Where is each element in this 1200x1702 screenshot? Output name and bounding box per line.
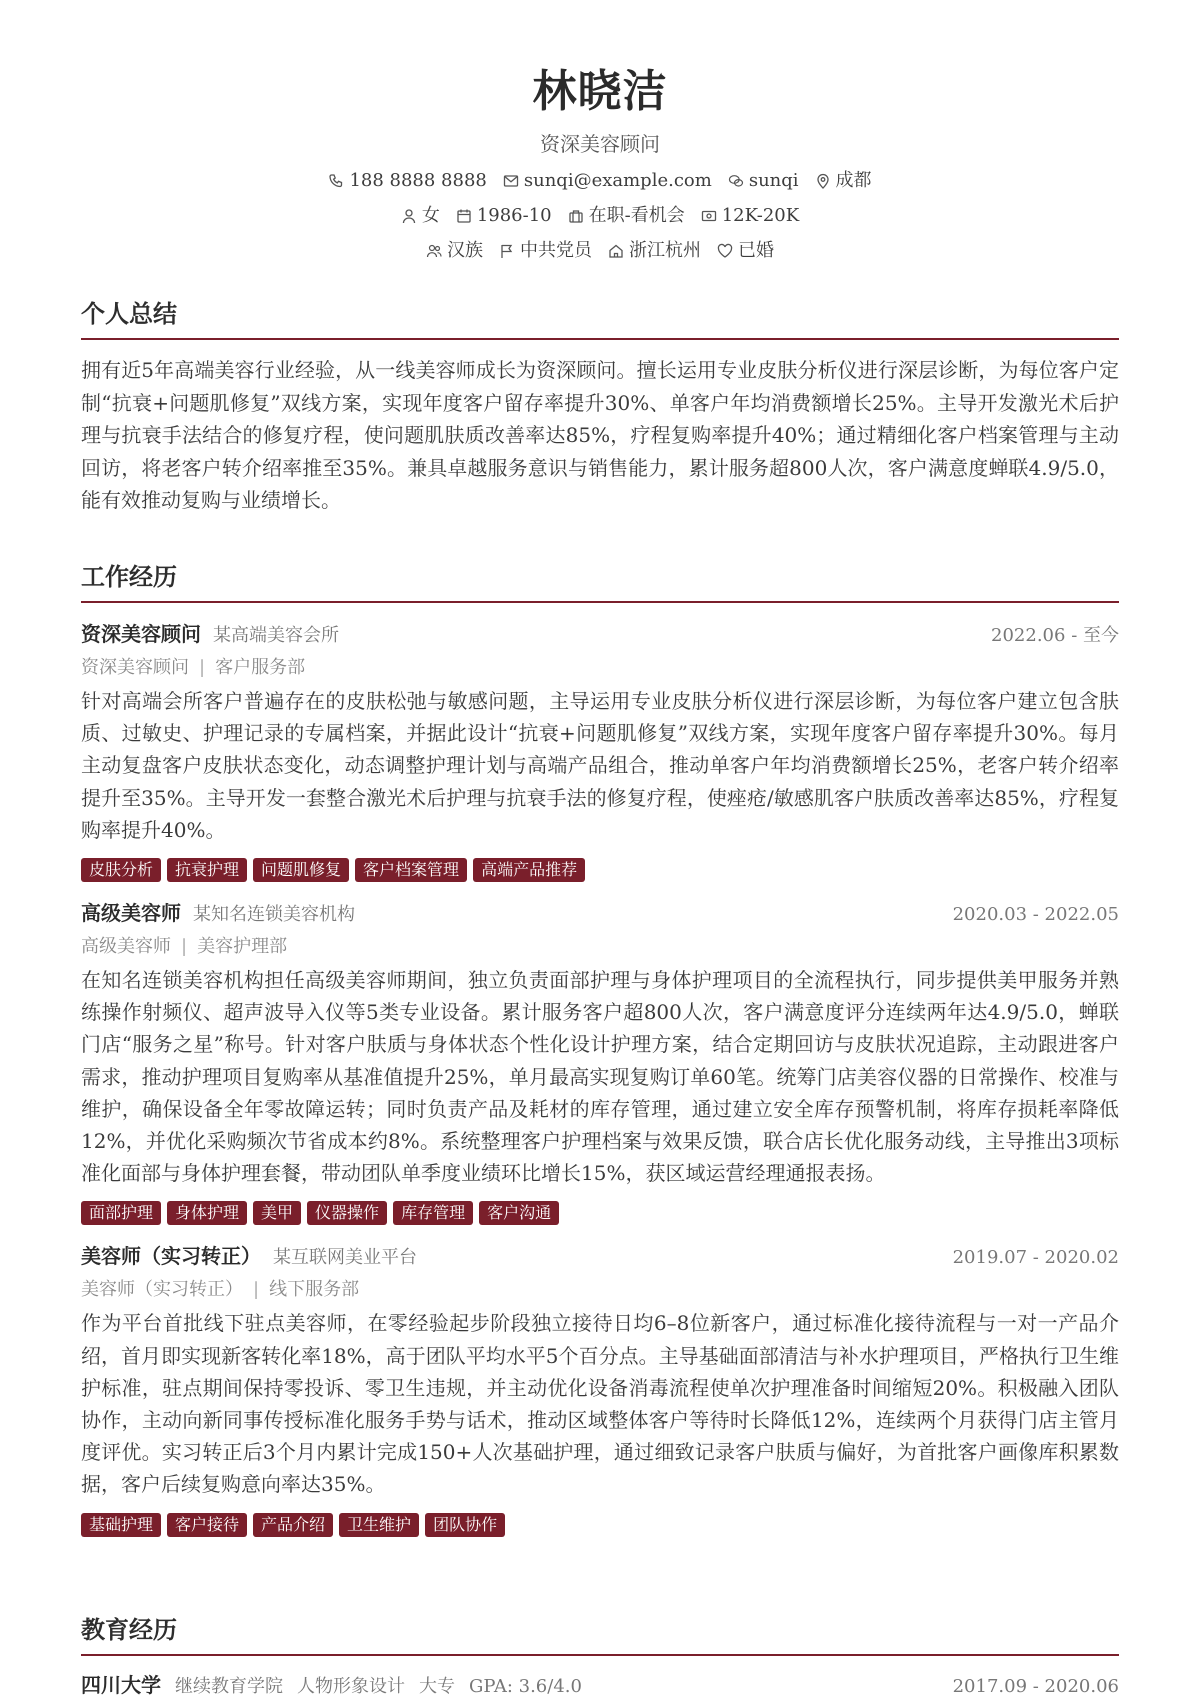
calendar-icon [456, 208, 472, 224]
contact-row [81, 168, 1119, 194]
group-icon [426, 243, 442, 259]
job-company: 某互联网美业平台 [273, 1247, 417, 1269]
skill-tag: 库存管理 [393, 1201, 473, 1225]
job-dept: 客户服务部 [215, 657, 306, 678]
gender-item [401, 203, 440, 229]
job-description: 针对高端会所客户普遍存在的皮肤松弛与敏感问题，主导运用专业皮肤分析仪进行深层诊断，为每位客户建立包含肤质、过敏史、护理记录的专属档案，并据此设计“抗衰+问题肌修复”双线方案，实现年度客户留存率提升30%。每月主动复盘客户皮肤状态变化，动态调整护理计划与高端产品组合，推动单客户年均消费额增长25%，老客户转介绍率提升至35%。主导开发一套整合激光术后护理与抗衰手法的修复疗程，使痤疮/敏感肌客户肤质改善率达85%，疗程复购率提升40%。 [81, 689, 1119, 842]
skill-tag: 皮肤分析 [81, 858, 161, 882]
skill-tag: 面部护理 [81, 1201, 161, 1225]
job-header [81, 1241, 1119, 1273]
edu-major: 人物形象设计 [297, 1676, 405, 1697]
skill-tag: 客户接待 [167, 1513, 247, 1537]
location-icon [815, 173, 831, 189]
work-section [81, 561, 1119, 1537]
location-item [815, 168, 872, 194]
skill-tag: 客户档案管理 [355, 858, 467, 882]
skill-tag: 美甲 [253, 1201, 301, 1225]
wechat-icon [728, 173, 744, 189]
heart-icon [717, 243, 733, 259]
ethnicity-item [426, 238, 483, 264]
job-title: 美容师（实习转正） [81, 1244, 261, 1269]
edu-school: 四川大学 [81, 1673, 161, 1697]
job-entry [81, 1241, 1119, 1536]
edu-gpa: GPA: 3.6/4.0 [469, 1676, 582, 1697]
email-item [503, 168, 712, 194]
skill-tags [81, 1201, 1119, 1225]
edu-college: 继续教育学院 [175, 1676, 283, 1697]
email-text: sunqi@example.com [523, 170, 712, 191]
hometown-item [608, 238, 701, 264]
wechat-text: sunqi [748, 170, 799, 191]
skill-tag: 问题肌修复 [253, 858, 349, 882]
hometown-text: 浙江杭州 [629, 240, 701, 261]
flag-icon [499, 243, 515, 259]
skill-tag: 卫生维护 [339, 1513, 419, 1537]
job-role-line: 资深美容顾问 | 客户服务部 [81, 657, 306, 678]
job-company: 某高端美容会所 [213, 625, 339, 646]
user-icon [401, 208, 417, 224]
candidate-name: 林晓洁 [532, 66, 668, 117]
home-icon [608, 243, 624, 259]
location-text: 成都 [835, 170, 872, 191]
summary-text: 拥有近5年高端美容行业经验，从一线美容师成长为资深顾问。擅长运用专业皮肤分析仪进行深层诊断，为每位客户定制“抗衰+问题肌修复”双线方案，实现年度客户留存率提升30%、单客户年均消费额增长25%。主导开发激光术后护理与抗衰手法结合的修复疗程，使问题肌肤质改善率达85%，疗程复购率提升40%；通过精细化客户档案管理与主动回访，将老客户转介绍率推至35%。兼具卓越服务意识与销售能力，累计服务超800人次，客户满意度蝉联4.9/5.0，能有效推动复购与业绩增长。 [81, 358, 1119, 512]
phone-item [328, 168, 486, 194]
skill-tag: 团队协作 [425, 1513, 505, 1537]
skill-tag: 客户沟通 [479, 1201, 559, 1225]
wechat-item [728, 168, 799, 194]
edu-date: 2017.09 - 2020.06 [952, 1676, 1119, 1697]
edu-degree: 大专 [419, 1676, 455, 1697]
skill-tag: 产品介绍 [253, 1513, 333, 1537]
job-entry [81, 898, 1119, 1225]
job-title: 资深美容顾问 [81, 622, 201, 646]
summary-heading: 个人总结 [81, 298, 1119, 340]
job-date: 2020.03 - 2022.05 [952, 904, 1119, 926]
work-heading: 工作经历 [81, 561, 1119, 603]
birth-text: 1986-10 [476, 205, 552, 226]
phone-text: 188 8888 8888 [349, 170, 487, 191]
phone-icon [328, 173, 344, 189]
job-entry [81, 619, 1119, 882]
job-description: 在知名连锁美容机构担任高级美容师期间，独立负责面部护理与身体护理项目的全流程执行，同步提供美甲服务并熟练操作射频仪、超声波导入仪等5类专业设备。累计服务客户超800人次，客户满意度评分连续两年达4.9/5.0，蝉联门店“服务之星”称号。针对客户肤质与身体状态个性化设计护理方案，结合定期回访与皮肤状况追踪，主动跟进客户需求，推动护理项目复购率从基准值提升25%，单月最高实现复购订单60笔。统筹门店美容仪器的日常操作、校准与维护，确保设备全年零故障运转；同时负责产品及耗材的库存管理，通过建立安全库存预警机制，将库存损耗率降低12%，并优化采购频次节省成本约8%。系统整理客户护理档案与效果反馈，联合店长优化服务动线，主导推出3项标准化面部与身体护理套餐，带动团队单季度业绩环比增长15%，获区域运营经理通报表扬。 [81, 968, 1119, 1186]
gender-text: 女 [421, 205, 440, 226]
job-company: 某知名连锁美容机构 [193, 904, 355, 926]
party-text: 中共党员 [520, 240, 592, 261]
briefcase-icon [568, 208, 584, 224]
extra-row [81, 238, 1119, 264]
skill-tag: 高端产品推荐 [473, 858, 585, 882]
salary-text: 12K-20K [721, 205, 800, 226]
job-date: 2019.07 - 2020.02 [952, 1247, 1119, 1269]
candidate-title: 资深美容顾问 [540, 132, 660, 156]
marital-text: 已婚 [738, 240, 774, 261]
skill-tags [81, 858, 1119, 882]
education-heading: 教育经历 [81, 1614, 1119, 1656]
job-role: 高级美容师 [81, 936, 171, 958]
personal-row [81, 203, 1119, 229]
skill-tag: 抗衰护理 [167, 858, 247, 882]
skill-tag: 基础护理 [81, 1513, 161, 1537]
job-header [81, 619, 1119, 651]
skill-tag: 仪器操作 [307, 1201, 387, 1225]
resume-header [81, 0, 1119, 264]
ethnicity-text: 汉族 [447, 240, 483, 261]
job-role-line: 美容师（实习转正） | 线下服务部 [81, 1279, 360, 1301]
marital-item [717, 238, 774, 264]
job-status-text: 在职-看机会 [588, 205, 685, 226]
summary-section [81, 298, 1119, 517]
education-entry [81, 1670, 1119, 1702]
job-role-line: 高级美容师 | 美容护理部 [81, 936, 288, 958]
job-role: 美容师（实习转正） [81, 1279, 243, 1301]
skill-tags [81, 1513, 1119, 1537]
job-title: 高级美容师 [81, 901, 181, 926]
party-item [499, 238, 592, 264]
job-status-item [568, 203, 685, 229]
birth-item [456, 203, 552, 229]
job-description: 作为平台首批线下驻点美容师，在零经验起步阶段独立接待日均6–8位新客户，通过标准化接待流程与一对一产品介绍，首月即实现新客转化率18%，高于团队平均水平5个百分点。主导基础面部清洁与补水护理项目，严格执行卫生维护标准，驻点期间保持零投诉、零卫生违规，并主动优化设备消毒流程使单次护理准备时间缩短20%。积极融入团队协作，主动向新同事传授标准化服务手势与话术，推动区域整体客户等待时长降低12%，连续两个月获得门店主管月度评优。实习转正后3个月内累计完成150+人次基础护理，通过细致记录客户肤质与偏好，为首批客户画像库积累数据，客户后续复购意向率达35%。 [81, 1311, 1119, 1497]
job-header [81, 898, 1119, 930]
education-section [81, 1614, 1119, 1702]
mail-icon [503, 173, 519, 189]
skill-tag: 身体护理 [167, 1201, 247, 1225]
salary-icon [701, 208, 717, 224]
job-date: 2022.06 - 至今 [991, 625, 1119, 646]
salary-item [701, 203, 799, 229]
job-role: 资深美容顾问 [81, 657, 189, 678]
job-dept: 美容护理部 [197, 936, 288, 958]
job-dept: 线下服务部 [269, 1279, 360, 1301]
